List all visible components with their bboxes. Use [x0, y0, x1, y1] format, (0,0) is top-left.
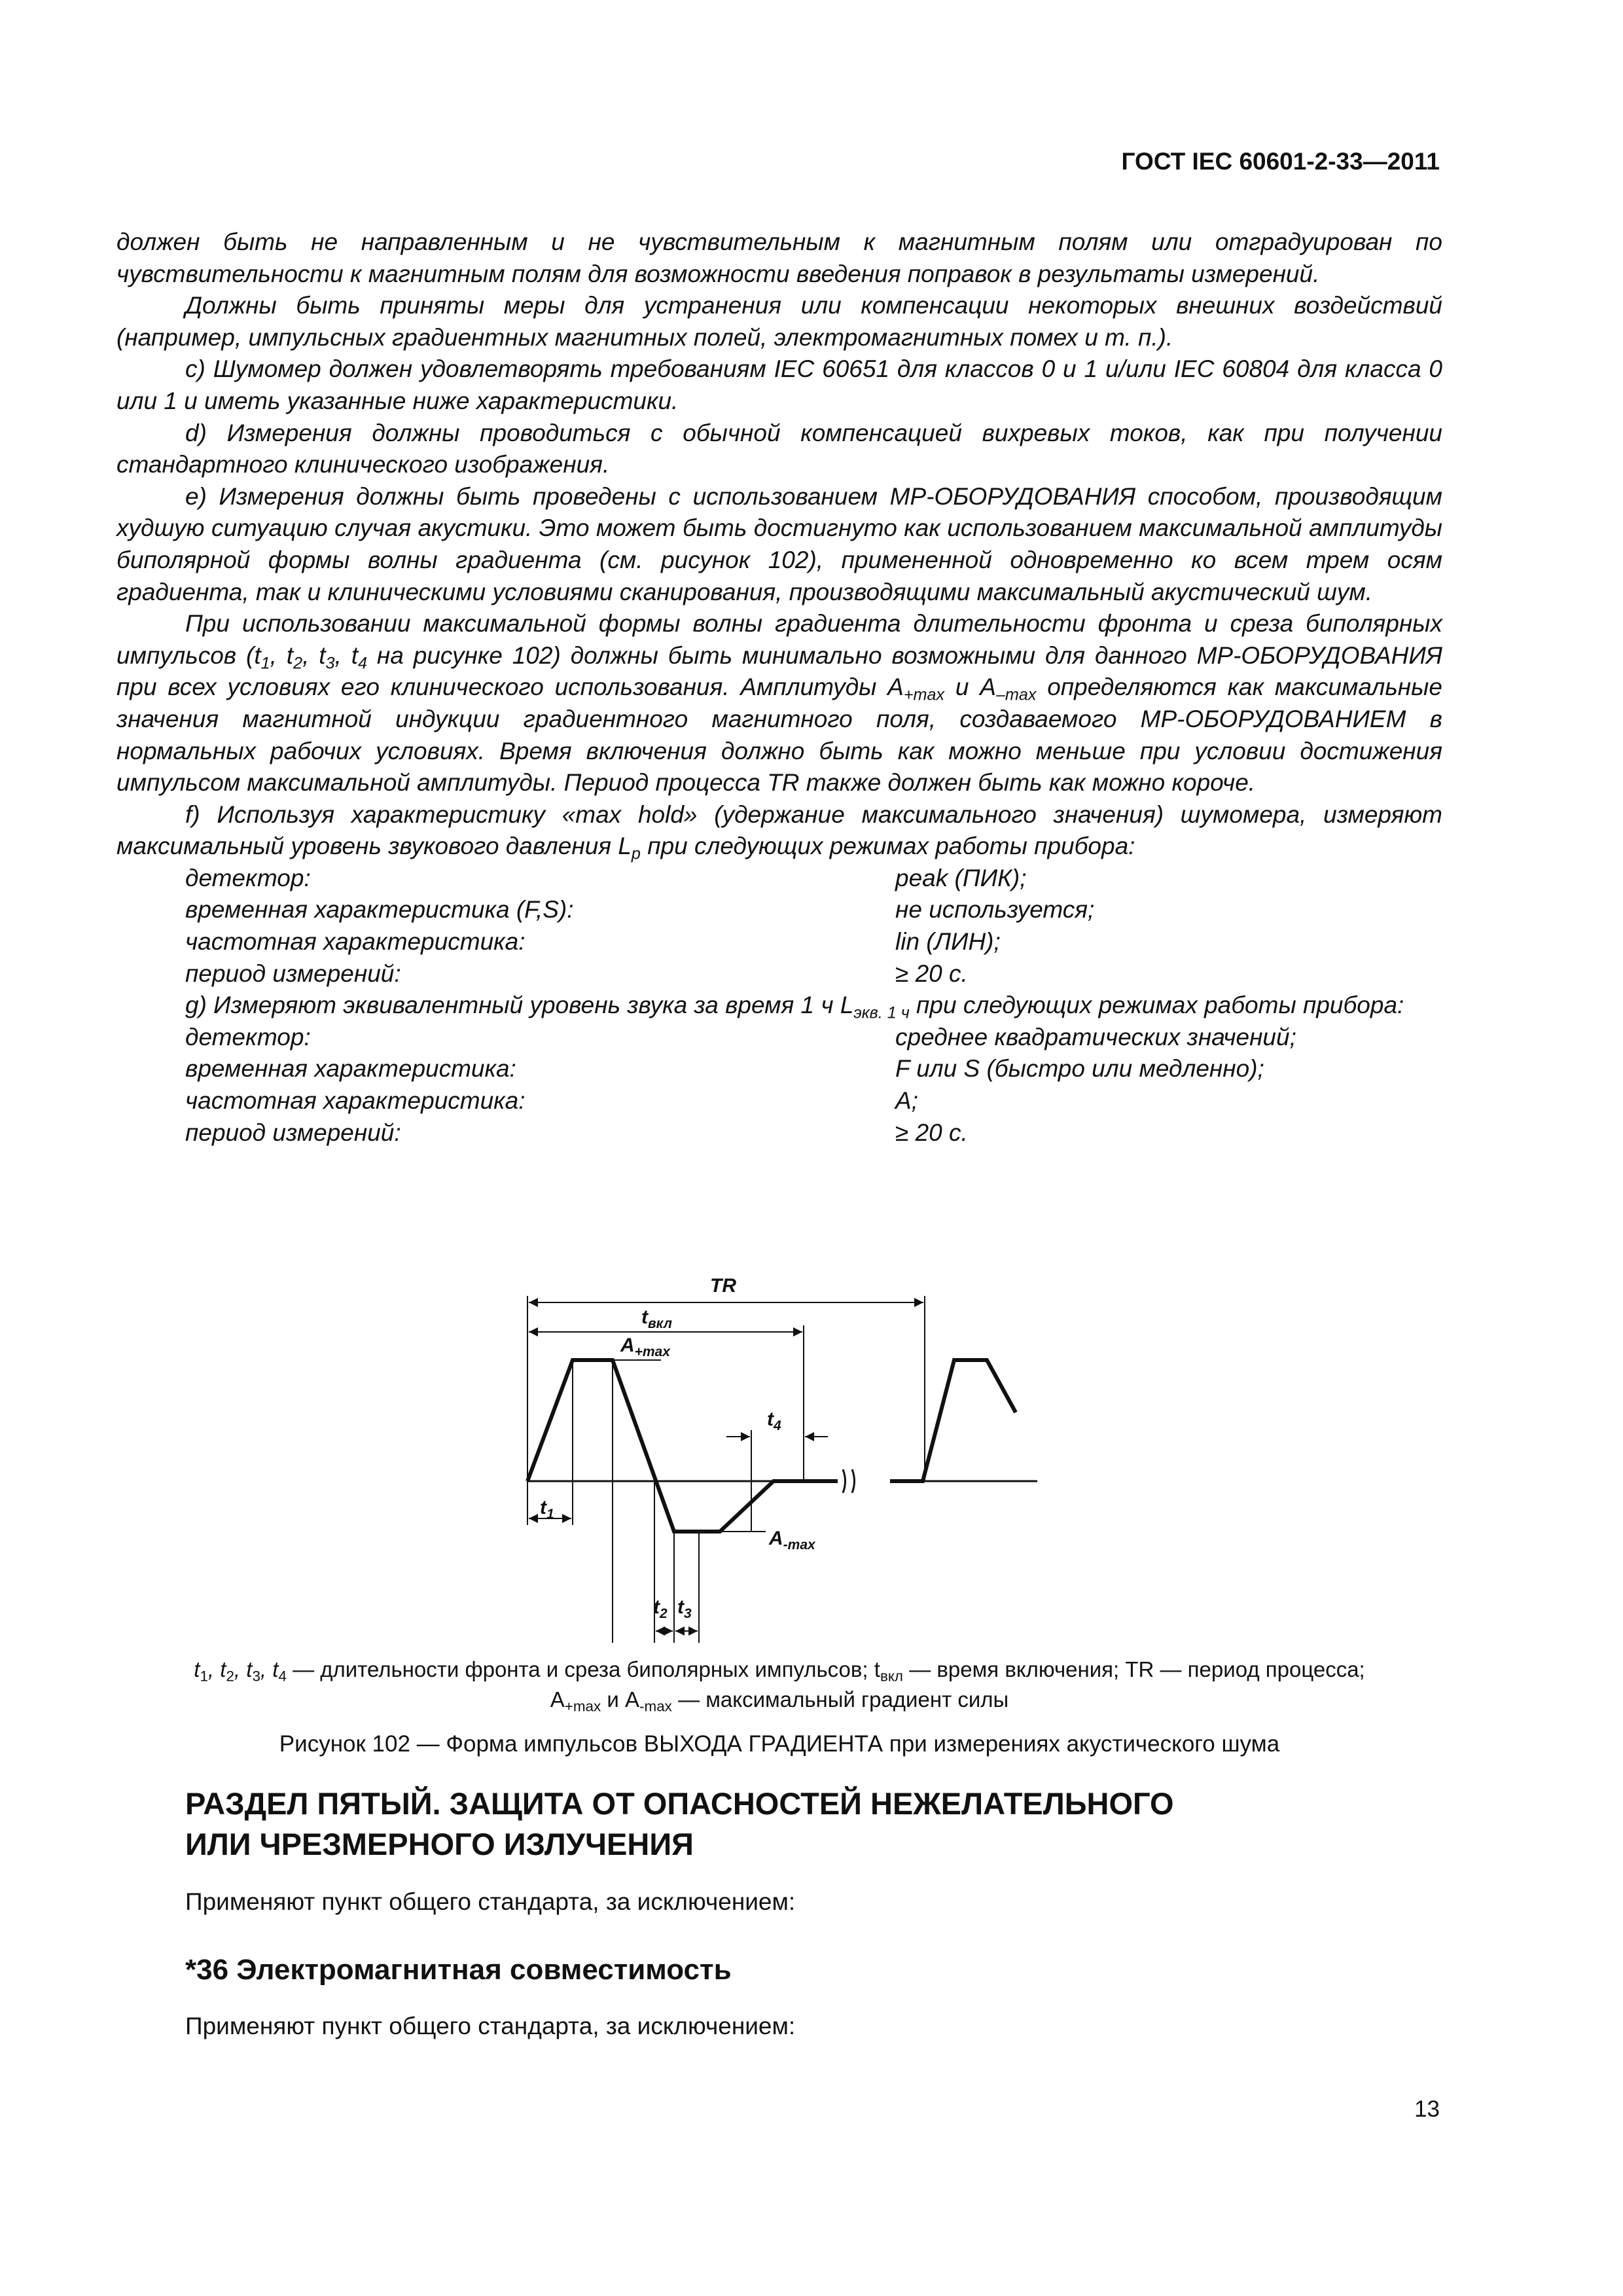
figure-legend-line: $t_1$, $t_2$, $t_3$, $t_4$ — длительности фронта и среза биполярных импульсов; $t_{вкл}$ — время включения; TR — период процесса; [194, 1657, 1365, 1685]
applies-paragraph: Применяют пункт общего стандарта, за исключением: [185, 2013, 796, 2039]
settings-row: детектор: среднее квадратических значений; [185, 1023, 1296, 1050]
figure-legend-line: $A_{+max}$ и $A_{-max}$ — максимальный градиент силы [550, 1687, 1009, 1715]
label-tr: TR [710, 1275, 736, 1297]
gradient-waveform-figure [491, 1263, 1047, 1643]
document-header: ГОСТ IEC 60601-2-33—2011 [1121, 148, 1440, 175]
settings-row: частотная характеристика: А; [185, 1087, 918, 1115]
label-a-plus-max: $A_{+max}$ [620, 1335, 670, 1359]
label-t2: $t_2$ [653, 1596, 668, 1621]
settings-list-equivalent [116, 1022, 1442, 1149]
figure-legend [116, 1655, 1442, 1715]
settings-row: детектор: peak (ПИК); [185, 864, 1027, 891]
bipolar-waveform [527, 1360, 804, 1532]
paragraph-measures: Должны быть приняты меры для устранения или компенсации некоторых внешних воздействий (например, импульсных градиентных магнитных полей, электромагнитных помех и т. п.). [116, 292, 1442, 351]
next-pulse-waveform [890, 1360, 1016, 1481]
figure-caption: Рисунок 102 — Форма импульсов ВЫХОДА ГРАДИЕНТА при измерениях акустического шума [279, 1731, 1280, 1757]
clause-title: *36 Электромагнитная совместимость [185, 1954, 732, 1986]
label-t3: $t_3$ [677, 1596, 692, 1621]
paragraph-item-c: c) Шумомер должен удовлетворять требованиям IEC 60651 для классов 0 и 1 и/или IEC 60804 для класса 0 или 1 и иметь указанные ниже характеристики. [116, 355, 1442, 414]
applies-paragraph: Применяют пункт общего стандарта, за исключением: [185, 1888, 796, 1915]
section-title: РАЗДЕЛ ПЯТЫЙ. ЗАЩИТА ОТ ОПАСНОСТЕЙ НЕЖЕЛАТЕЛЬНОГО ИЛИ ЧРЕЗМЕРНОГО ИЗЛУЧЕНИЯ [185, 1786, 1174, 1861]
settings-row: временная характеристика: F или S (быстро или медленно); [185, 1055, 1264, 1083]
paragraph-item-e: e) Измерения должны быть проведены с использованием МР-ОБОРУДОВАНИЯ способом, производящим худшую ситуацию случая акустики. Это может быть достигнуто как использованием максимальной амплитуды биполярной формы волны градиента (см. рисунок 102), примененной одновременно ко всем трем осям градиента, так и клиническими условиями сканирования, производящими максимальный акустический шум. [116, 482, 1442, 605]
settings-row: период измерений: ≥ 20 с. [185, 960, 968, 987]
label-a-minus-max: $A_{-max}$ [769, 1528, 815, 1552]
settings-list-max-hold [116, 863, 1442, 990]
paragraph-continuation: должен быть не направленным и не чувствительным к магнитным полям или отградуирован по чувствительности к магнитным полям для возможности введения поправок в результаты измерений. [116, 228, 1442, 287]
label-t1: $t_1$ [540, 1497, 554, 1522]
settings-row: период измерений: ≥ 20 с. [185, 1119, 968, 1146]
paragraph-waveform: При использовании максимальной формы волны градиента длительности фронта и среза биполярных импульсов ($t_1$, $t_2$, $t_3$, $t_4$ на рисунке 102) должны быть минимально возможными для данного МР-ОБОРУДОВАНИЯ при всех условиях его клинического использования. Амплитуды $A_{+max}$ и $A_{-max}$ определяются как максимальные значения магнитной индукции градиентного магнитного поля, создаваемого МР-ОБОРУДОВАНИЕМ в нормальных рабочих условиях. Время включения должно быть как можно меньше при условии достижения импульсом максимальной амплитуды. Период процесса TR также должен быть как можно короче. [116, 610, 1443, 797]
paragraph-item-d: d) Измерения должны проводиться с обычной компенсацией вихревых токов, как при получении стандартного клинического изображения. [116, 419, 1442, 478]
paragraph-item-f: f) Используя характеристику «max hold» (удержание максимального значения) шумомера, измеряют максимальный уровень звукового давления $L_p$ при следующих режимах работы прибора: [116, 800, 1442, 863]
paragraph-item-g: g) Измеряют эквивалентный уровень звука за время 1 ч $L_{экв. 1 ч}$ при следующих режимах работы прибора: [185, 992, 1404, 1022]
settings-row: частотная характеристика: lin (ЛИН); [185, 928, 1001, 956]
label-t4: $t_4$ [767, 1408, 781, 1433]
settings-row: временная характеристика (F,S): не используется; [185, 896, 1095, 924]
label-t-on: $t_{вкл}$ [641, 1306, 672, 1331]
page-number: 13 [1414, 2096, 1440, 2122]
body-text [116, 226, 1442, 1149]
axis-break-mark [843, 1469, 855, 1493]
